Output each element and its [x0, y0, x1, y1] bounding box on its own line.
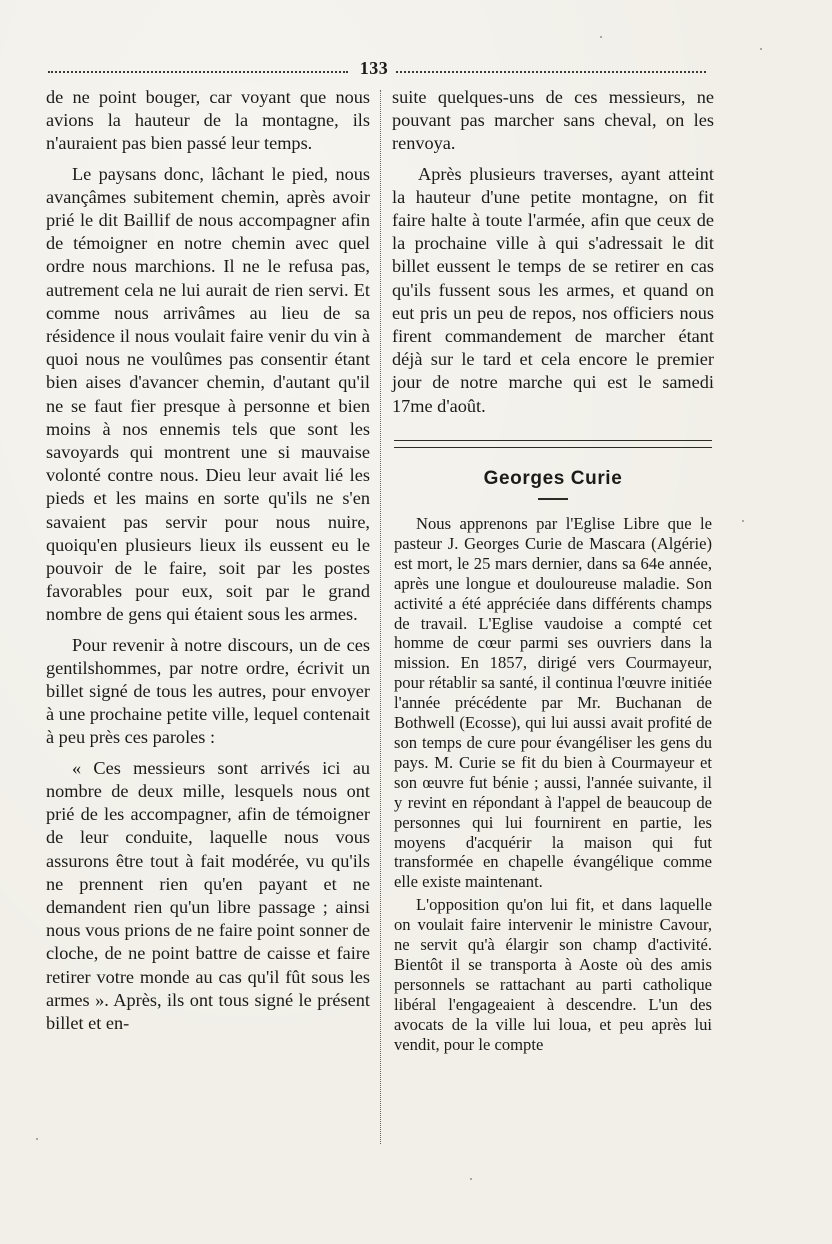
header-rule-right	[396, 71, 706, 73]
right-paragraph: suite quelques-uns de ces messieurs, ne pouvant pas marcher sans cheval, on les renvoya.	[392, 87, 714, 154]
print-speck	[36, 1138, 38, 1140]
article-paragraph: L'opposition qu'on lui fit, et dans laquelle on voulait faire intervenir le ministre Cavour, ne servit qu'à élargir son champ d'activité. Bientôt il se transporta à Aoste où des amis personnels se rattachant au parti catholique libéral l'engageaient à descendre. L'un des avocats de la ville lui loua, et peu après lui vendit, pour le compte	[394, 895, 712, 1054]
column-divider	[380, 90, 381, 1144]
title-rule	[538, 498, 568, 500]
left-paragraph: Le paysans donc, lâchant le pied, nous avançâmes subitement chemin, après avoir prié le dit Baillif de nous accompagner afin de témoigner en notre chemin avec quel ordre nous marchions. Il ne le refusa pas, autrement cela ne lui aurait de rien servi. Et comme nous arrivâmes au lieu de sa résidence il nous voulait faire venir du vin à quoi nous ne voulûmes pas consentir étant bien aises d'avancer chemin, d'autant qu'il ne se faut fier presque à personne et bien moins à nos ennemis tels que sont les savoyards qui montrent une si mauvaise volonté contre nous. Dieu leur avait lié les pieds et les mains en sorte qu'ils ne s'en savaient pas servir pour nous nuire, quoiqu'en plusieurs lieux ils eussent eu le pouvoir de le faire, soit par les postes favorables pour eux, soit par le grand nombre de gens qui étaient sous les armes.	[46, 163, 370, 625]
print-speck	[600, 36, 602, 38]
right-paragraph: Après plusieurs traverses, ayant atteint la hauteur d'une petite montagne, on fit faire halte à toute l'armée, afin que ceux de la prochaine ville à qui s'adressait le dit billet eussent le temps de se retirer en cas qu'ils fussent sous les armes, et quand on eut pris un peu de repos, nos officiers nous firent commandement de marcher étant déjà sur le tard et cela encore le premier jour de notre marche qui est le samedi 17me d'août.	[392, 163, 714, 416]
left-paragraph: de ne point bouger, car voyant que nous avions la hauteur de la montagne, ils n'auraient pas bien passé leur temps.	[46, 87, 370, 154]
right-column	[392, 86, 714, 418]
left-column	[46, 86, 370, 1035]
page-number: 133	[359, 58, 389, 78]
left-paragraph: « Ces messieurs sont arrivés ici au nombre de deux mille, lesquels nous ont prié de les accompagner, afin de témoigner de leur conduite, laquelle nous vous assurons être tout à fait modérée, vu qu'ils ne prennent rien qu'en payant et ne demandent rien qu'un libre passage ; ainsi nous vous prions de ne faire point sonner de cloche, de ne point battre de caisse et faire retirer votre monde au cas qu'il fût sous les armes ». Après, ils ont tous signé le présent billet et en-	[46, 757, 370, 1033]
obituary-article	[394, 468, 712, 1054]
page-header	[40, 58, 712, 82]
print-speck	[760, 48, 762, 50]
article-separator	[394, 440, 712, 448]
header-rule-left	[48, 71, 348, 73]
article-body	[394, 514, 712, 1054]
print-speck	[742, 520, 744, 522]
article-title: Georges Curie	[483, 468, 623, 489]
left-paragraph: Pour revenir à notre discours, un de ces gentilshommes, par notre ordre, écrivit un billet signé de tous les autres, pour envoyer à une prochaine petite ville, lequel contenait à peu près ces paroles :	[46, 634, 370, 748]
article-paragraph: Nous apprenons par l'Eglise Libre que le pasteur J. Georges Curie de Mascara (Algérie) est mort, le 25 mars dernier, dans sa 64e année, après une longue et douloureuse maladie. Son activité a été appréciée dans différents champs de travail. L'Eglise vaudoise a compté cet homme de cœur parmi ses ouvriers dans la mission. En 1857, dirigé vers Courmayeur, pour rétablir sa santé, il continua l'œuvre initiée l'année précédente par Mr. Buchanan de Bothwell (Ecosse), qui lui aussi avait profité de son temps de cure pour évangéliser les gens du pays. M. Curie se fit du bien à Courmayeur et son œuvre fut bénie ; aussi, l'année suivante, il y revint en répondant à l'appel de beaucoup de personnes qui lui fournirent en partie, les moyens d'acquérir la maison qui fut transformée en chapelle évangélique comme elle existe maintenant.	[394, 514, 712, 892]
print-speck	[470, 1178, 472, 1180]
